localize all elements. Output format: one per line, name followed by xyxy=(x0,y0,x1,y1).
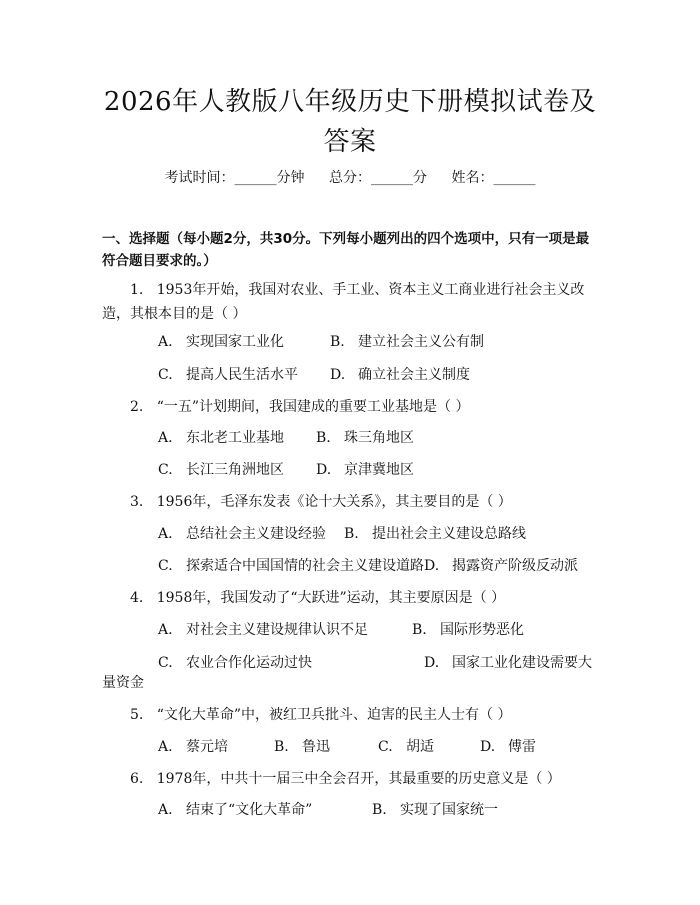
option-2b: B. 珠三角地区 xyxy=(316,430,414,446)
option-5a: A. 蔡元培 xyxy=(158,739,228,755)
question-2 xyxy=(102,395,602,419)
option-4a: A. 对社会主义建设规律认识不足 xyxy=(158,622,368,638)
option-2d: D. 京津冀地区 xyxy=(316,462,414,478)
name-field: 姓名：______ xyxy=(451,170,536,186)
section-heading: 一、选择题（每小题2分，共30分。下列每小题列出的四个选项中，只有一项是最符合题目要求的。） xyxy=(102,231,590,269)
option-4d-continuation: 量资金 xyxy=(102,675,144,691)
question-text: 1956年，毛泽东发表《论十大关系》，其主要目的是（ ） xyxy=(156,494,512,510)
question-3 xyxy=(102,490,602,514)
option-1b: B. 建立社会主义公有制 xyxy=(330,334,484,350)
question-1 xyxy=(102,278,602,326)
question-number: 6. xyxy=(130,771,144,787)
option-5c: C. 胡适 xyxy=(378,739,434,755)
question-number: 4. xyxy=(130,590,144,606)
option-4c: C. 农业合作化运动过快 xyxy=(158,655,312,671)
option-2a: A. 东北老工业基地 xyxy=(158,430,284,446)
total-score-field: 总分：______分 xyxy=(329,170,427,186)
question-number: 1. xyxy=(130,282,144,298)
question-4 xyxy=(102,586,602,610)
question-text: “文化大革命”中，被红卫兵批斗、迫害的民主人士有（ ） xyxy=(156,707,512,723)
question-5 xyxy=(102,703,602,727)
option-4b: B. 国际形势恶化 xyxy=(412,622,524,638)
option-6b: B. 实现了国家统一 xyxy=(372,802,498,818)
question-text: 1978年，中共十一届三中全会召开，其最重要的历史意义是（ ） xyxy=(156,771,561,787)
option-3b: B. 提出社会主义建设总路线 xyxy=(344,526,526,542)
option-1d: D. 确立社会主义制度 xyxy=(330,367,470,383)
page-title: 2026年人教版八年级历史下册模拟试卷及答案 xyxy=(103,87,597,157)
exam-time-field: 考试时间：______分钟 xyxy=(164,170,305,186)
question-text: 1953年开始，我国对农业、手工业、资本主义工商业进行社会主义改造，其根本目的是（ ） xyxy=(102,282,585,322)
question-number: 5. xyxy=(130,707,144,723)
option-1a: A. 实现国家工业化 xyxy=(158,334,284,350)
option-2c: C. 长江三角洲地区 xyxy=(158,462,284,478)
option-4d: D. 国家工业化建设需要大 xyxy=(424,655,592,671)
option-5b: B. 鲁迅 xyxy=(274,739,330,755)
exam-meta xyxy=(0,168,700,188)
option-6a: A. 结束了“文化大革命” xyxy=(158,802,313,818)
option-3c: C. 探索适合中国国情的社会主义建设道路 xyxy=(158,558,424,574)
question-6 xyxy=(102,767,602,791)
question-number: 2. xyxy=(130,399,144,415)
option-3d: D. 揭露资产阶级反动派 xyxy=(424,558,578,574)
question-number: 3. xyxy=(130,494,144,510)
option-5d: D. 傅雷 xyxy=(480,739,536,755)
option-3a: A. 总结社会主义建设经验 xyxy=(158,526,326,542)
question-text: 1958年，我国发动了“大跃进”运动，其主要原因是（ ） xyxy=(156,590,506,606)
option-1c: C. 提高人民生活水平 xyxy=(158,367,298,383)
question-text: “一五”计划期间，我国建成的重要工业基地是（ ） xyxy=(156,399,470,415)
